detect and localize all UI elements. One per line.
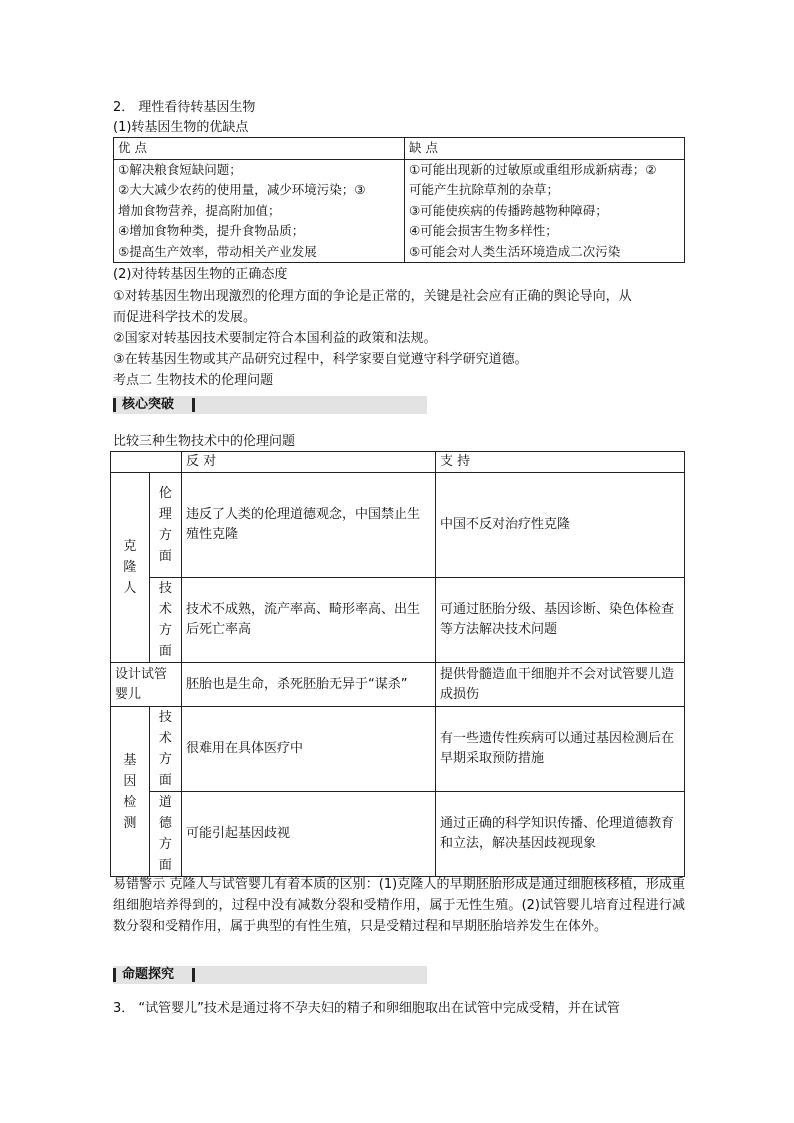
core-banner bbox=[113, 396, 427, 414]
attitude-1b: 而促进科学技术的发展。 bbox=[113, 310, 257, 325]
banner-marker-right bbox=[192, 398, 195, 412]
gene-tech-aspect: 技 术 方 面 bbox=[149, 707, 181, 792]
explore-banner bbox=[113, 966, 427, 984]
support-header: 支 持 bbox=[436, 452, 685, 473]
cons-item: ⑤可能会对人类生活环境造成二次污染 bbox=[409, 243, 621, 259]
pros-cons-table bbox=[113, 137, 685, 263]
pros-item: ⑤提高生产效率，带动相关产业发展 bbox=[118, 243, 317, 259]
banner-label: 命题探究 bbox=[122, 967, 175, 982]
cons-item: ③可能使疾病的传播跨越物种障碍； bbox=[409, 202, 608, 218]
banner-label: 核心突破 bbox=[122, 397, 175, 412]
designer-oppose: 胚胎也是生命，杀死胚胎无异于“谋杀” bbox=[182, 663, 436, 707]
attitude-1a: ①对转基因生物出现激烈的伦理方面的争论是正常的，关键是社会应有正确的舆论导向，从 bbox=[113, 289, 632, 304]
section-heading: 2． 理性看待转基因生物 bbox=[113, 100, 256, 115]
clone-label: 克 隆 人 bbox=[111, 473, 150, 663]
gene-tech-oppose: 很难用在具体医疗中 bbox=[182, 707, 436, 792]
banner-marker-right bbox=[192, 968, 195, 982]
attitude-2: ②国家对转基因技术要制定符合本国利益的政策和法规。 bbox=[113, 331, 437, 346]
ethics-table bbox=[110, 451, 685, 877]
corner-cell bbox=[111, 452, 182, 473]
pros-item: 增加食物营养，提高附加值； bbox=[118, 202, 281, 218]
designer-support: 提供骨髓造血干细胞并不会对试管婴儿造成损伤 bbox=[436, 663, 685, 707]
pros-header: 优 点 bbox=[114, 138, 405, 160]
oppose-header: 反 对 bbox=[182, 452, 436, 473]
warning-paragraph: 易错警示 克隆人与试管婴儿有着本质的区别：(1)克隆人的早期胚胎形成是通过细胞核移植，形成重组细胞培养得到的，过程中没有减数分裂和受精作用，属于无性生殖。(2)试管婴儿培育过程进行减数分裂和受精作用，属于典型的有性生殖，只是受精过程和早期胚胎培养发生在体外。 bbox=[113, 877, 685, 934]
gene-moral-aspect: 道 德 方 面 bbox=[149, 792, 181, 877]
clone-ethics-oppose: 违反了人类的伦理道德观念，中国禁止生殖性克隆 bbox=[182, 473, 436, 578]
cons-item: ①可能出现新的过敏原或重组形成新病毒；② bbox=[409, 161, 657, 177]
subheading-pros-cons: (1)转基因生物的优缺点 bbox=[113, 120, 249, 135]
cons-item: 可能产生抗除草剂的杂草； bbox=[409, 182, 560, 197]
pros-item: ①解决粮食短缺问题； bbox=[118, 161, 242, 177]
banner-marker-left bbox=[113, 398, 116, 412]
clone-ethics-aspect: 伦 理 方 面 bbox=[149, 473, 181, 578]
designer-label: 设计试管婴儿 bbox=[111, 663, 182, 707]
kaodian-heading: 考点二 生物技术的伦理问题 bbox=[113, 373, 274, 388]
clone-tech-support: 可通过胚胎分级、基因诊断、染色体检查等方法解决技术问题 bbox=[436, 578, 685, 663]
clone-ethics-support: 中国不反对治疗性克隆 bbox=[436, 473, 685, 578]
pros-cell bbox=[114, 159, 405, 263]
cons-header: 缺 点 bbox=[405, 138, 685, 160]
gene-moral-support: 通过正确的科学知识传播、伦理道德教育和立法，解决基因歧视现象 bbox=[436, 792, 685, 877]
cons-cell bbox=[405, 159, 685, 263]
pros-item: ④增加食物种类，提升食物品质； bbox=[118, 223, 305, 238]
gene-tech-support: 有一些遗传性疾病可以通过基因检测后在早期采取预防措施 bbox=[436, 707, 685, 792]
attitude-3: ③在转基因生物或其产品研究过程中，科学家要自觉遵守科学研究道德。 bbox=[113, 352, 528, 367]
cons-item: ④可能会损害生物多样性； bbox=[409, 223, 558, 238]
question-3: 3． “试管婴儿”技术是通过将不孕夫妇的精子和卵细胞取出在试管中完成受精，并在试管 bbox=[113, 1001, 620, 1016]
clone-tech-aspect: 技 术 方 面 bbox=[149, 578, 181, 663]
gene-test-label: 基 因 检 测 bbox=[111, 707, 150, 877]
pros-item: ②大大减少农药的使用量，减少环境污染；③ bbox=[118, 182, 366, 197]
banner-marker-left bbox=[113, 968, 116, 982]
compare-title: 比较三种生物技术中的伦理问题 bbox=[113, 434, 296, 449]
gene-moral-oppose: 可能引起基因歧视 bbox=[182, 792, 436, 877]
clone-tech-oppose: 技术不成熟，流产率高、畸形率高、出生后死亡率高 bbox=[182, 578, 436, 663]
subheading-attitude: (2)对待转基因生物的正确态度 bbox=[113, 267, 288, 282]
